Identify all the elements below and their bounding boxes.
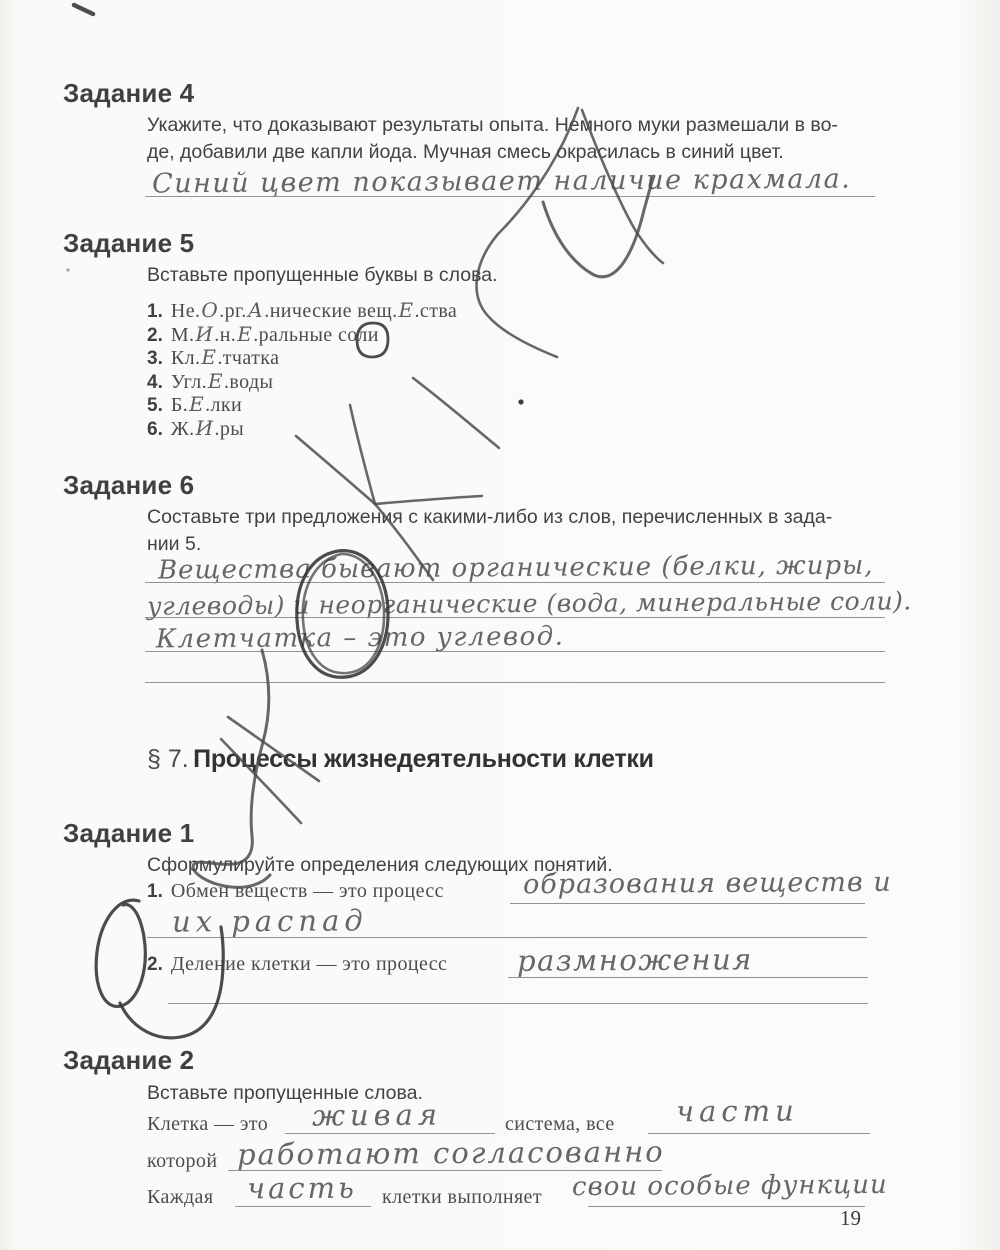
blank-line: [285, 1133, 495, 1134]
printed-fragment: .воды: [224, 371, 274, 393]
pencil-stroke: [350, 405, 375, 504]
answer-line: [145, 582, 885, 583]
answer-line: [145, 651, 885, 652]
task5-instruction: Вставьте пропущенные буквы в слова.: [147, 264, 498, 286]
item-number: 1.: [147, 881, 163, 902]
blank-line: [648, 1133, 870, 1134]
task2-title: Задание 2: [63, 1045, 195, 1075]
answer-line: [145, 617, 885, 618]
word-item-3: [147, 345, 279, 370]
task6-text-line2: нии 5.: [147, 533, 202, 555]
printed-fragment: .лки: [205, 394, 243, 416]
item-number: 3.: [147, 348, 163, 369]
pencil-stroke: [413, 378, 499, 448]
handwritten-letter: Е: [208, 369, 224, 393]
fill-label: которой: [147, 1150, 218, 1172]
task6-text-line1: Составьте три предложения с какими-либо из слов, перечисленных в зада-: [147, 506, 833, 528]
printed-fragment: .тчатка: [217, 347, 280, 369]
handwritten-letter: Е: [398, 298, 414, 322]
blank-line: [588, 1206, 865, 1207]
printed-fragment: М.: [170, 324, 195, 346]
printed-fragment: Угл.: [170, 371, 208, 393]
word-item-4: [147, 369, 273, 394]
printed-fragment: .ральные соли: [253, 324, 379, 346]
task1-handwritten-answer1a: образования веществ и: [522, 866, 892, 901]
task2-handwritten-r3a: часть: [246, 1170, 357, 1206]
printed-fragment: Кл.: [170, 347, 201, 369]
definition-label: Обмен веществ — это процесс: [170, 880, 444, 902]
task1-handwritten-answer1b: их распад: [171, 903, 368, 939]
printed-fragment: .ры: [214, 418, 245, 440]
handwritten-letter: И: [195, 322, 214, 346]
task4-title: Задание 4: [63, 78, 195, 108]
fill-label: Клетка — это: [147, 1113, 269, 1135]
printed-fragment: .н.: [214, 324, 237, 346]
handwritten-letter: Е: [201, 345, 217, 369]
handwritten-letter: А: [247, 298, 264, 322]
task6-handwritten-line3: Клетчатка – это углевод.: [155, 621, 565, 655]
task2-instruction: Вставьте пропущенные слова.: [147, 1082, 423, 1104]
definition-item-1: [147, 880, 444, 903]
task1-instruction: Сформулируйте определения следующих понятий.: [147, 854, 613, 876]
section-title: Процессы жизнедеятельности клетки: [193, 745, 654, 773]
answer-line: [510, 903, 865, 904]
word-item-1: [147, 298, 457, 323]
section-heading: [147, 745, 654, 774]
task6-handwritten-line2: углеводы) и неорганические (вода, минеральные соли).: [146, 586, 912, 621]
item-number: 4.: [147, 372, 163, 393]
answer-line: [147, 937, 867, 938]
fill-label: система, все: [505, 1113, 615, 1135]
pencil-loop-sweep: [120, 927, 223, 1038]
task2-handwritten-r2: работают согласованно: [236, 1134, 665, 1172]
item-number: 1.: [147, 301, 163, 322]
item-number: 2.: [147, 325, 163, 346]
pencil-speck: [66, 268, 70, 272]
task6-handwritten-line1: Вещества бывают органические (белки, жиры,: [157, 550, 874, 586]
printed-fragment: Ж.: [170, 418, 195, 440]
task2-handwritten-r1b: части: [675, 1093, 799, 1129]
handwritten-letter: И: [195, 416, 214, 440]
word-item-6: [147, 416, 244, 441]
blank-line: [235, 1206, 371, 1207]
item-number: 5.: [147, 395, 163, 416]
task1-title: Задание 1: [63, 818, 195, 848]
answer-line-empty: [145, 682, 885, 683]
task2-handwritten-r1a: живая: [311, 1097, 443, 1133]
page-number: 19: [840, 1206, 861, 1230]
scan-corner-mark: [74, 5, 93, 14]
handwritten-letter: Е: [237, 322, 253, 346]
printed-fragment: .нические вещ.: [264, 300, 398, 322]
item-number: 6.: [147, 419, 163, 440]
printed-fragment: .ства: [414, 300, 458, 322]
handwritten-letter: Е: [189, 392, 205, 416]
task5-title: Задание 5: [63, 228, 195, 258]
printed-fragment: Б.: [170, 394, 189, 416]
fill-label: клетки выполняет: [382, 1186, 542, 1208]
answer-line: [508, 977, 868, 978]
task4-text-line2: де, добавили две капли йода. Мучная смесь окрасилась в синий цвет.: [147, 141, 784, 163]
pencil-stroke: [375, 496, 482, 504]
fill-label: Каждая: [147, 1186, 214, 1208]
task2-handwritten-r3b: свои особые функции: [571, 1169, 888, 1203]
pencil-speck: [518, 399, 523, 404]
answer-line: [145, 196, 875, 197]
handwritten-letter: О: [201, 298, 219, 322]
task1-handwritten-answer2: размножения: [516, 942, 754, 978]
printed-fragment: Не.: [170, 300, 201, 322]
pencil-loop-slim: [96, 900, 145, 1006]
definition-item-2: [147, 953, 447, 976]
word-item-2: [147, 322, 379, 347]
printed-fragment: .рг.: [219, 300, 247, 322]
task4-text-line1: Укажите, что доказывают результаты опыта. Немного муки размешали в во-: [147, 114, 838, 136]
definition-label: Деление клетки — это процесс: [170, 953, 448, 975]
section-number: § 7.: [147, 745, 189, 773]
item-number: 2.: [147, 954, 163, 975]
word-item-5: [147, 392, 242, 417]
task6-title: Задание 6: [63, 470, 195, 500]
answer-line-empty: [168, 1003, 868, 1004]
task4-handwritten-answer: Синий цвет показывает наличие крахмала.: [151, 163, 852, 200]
